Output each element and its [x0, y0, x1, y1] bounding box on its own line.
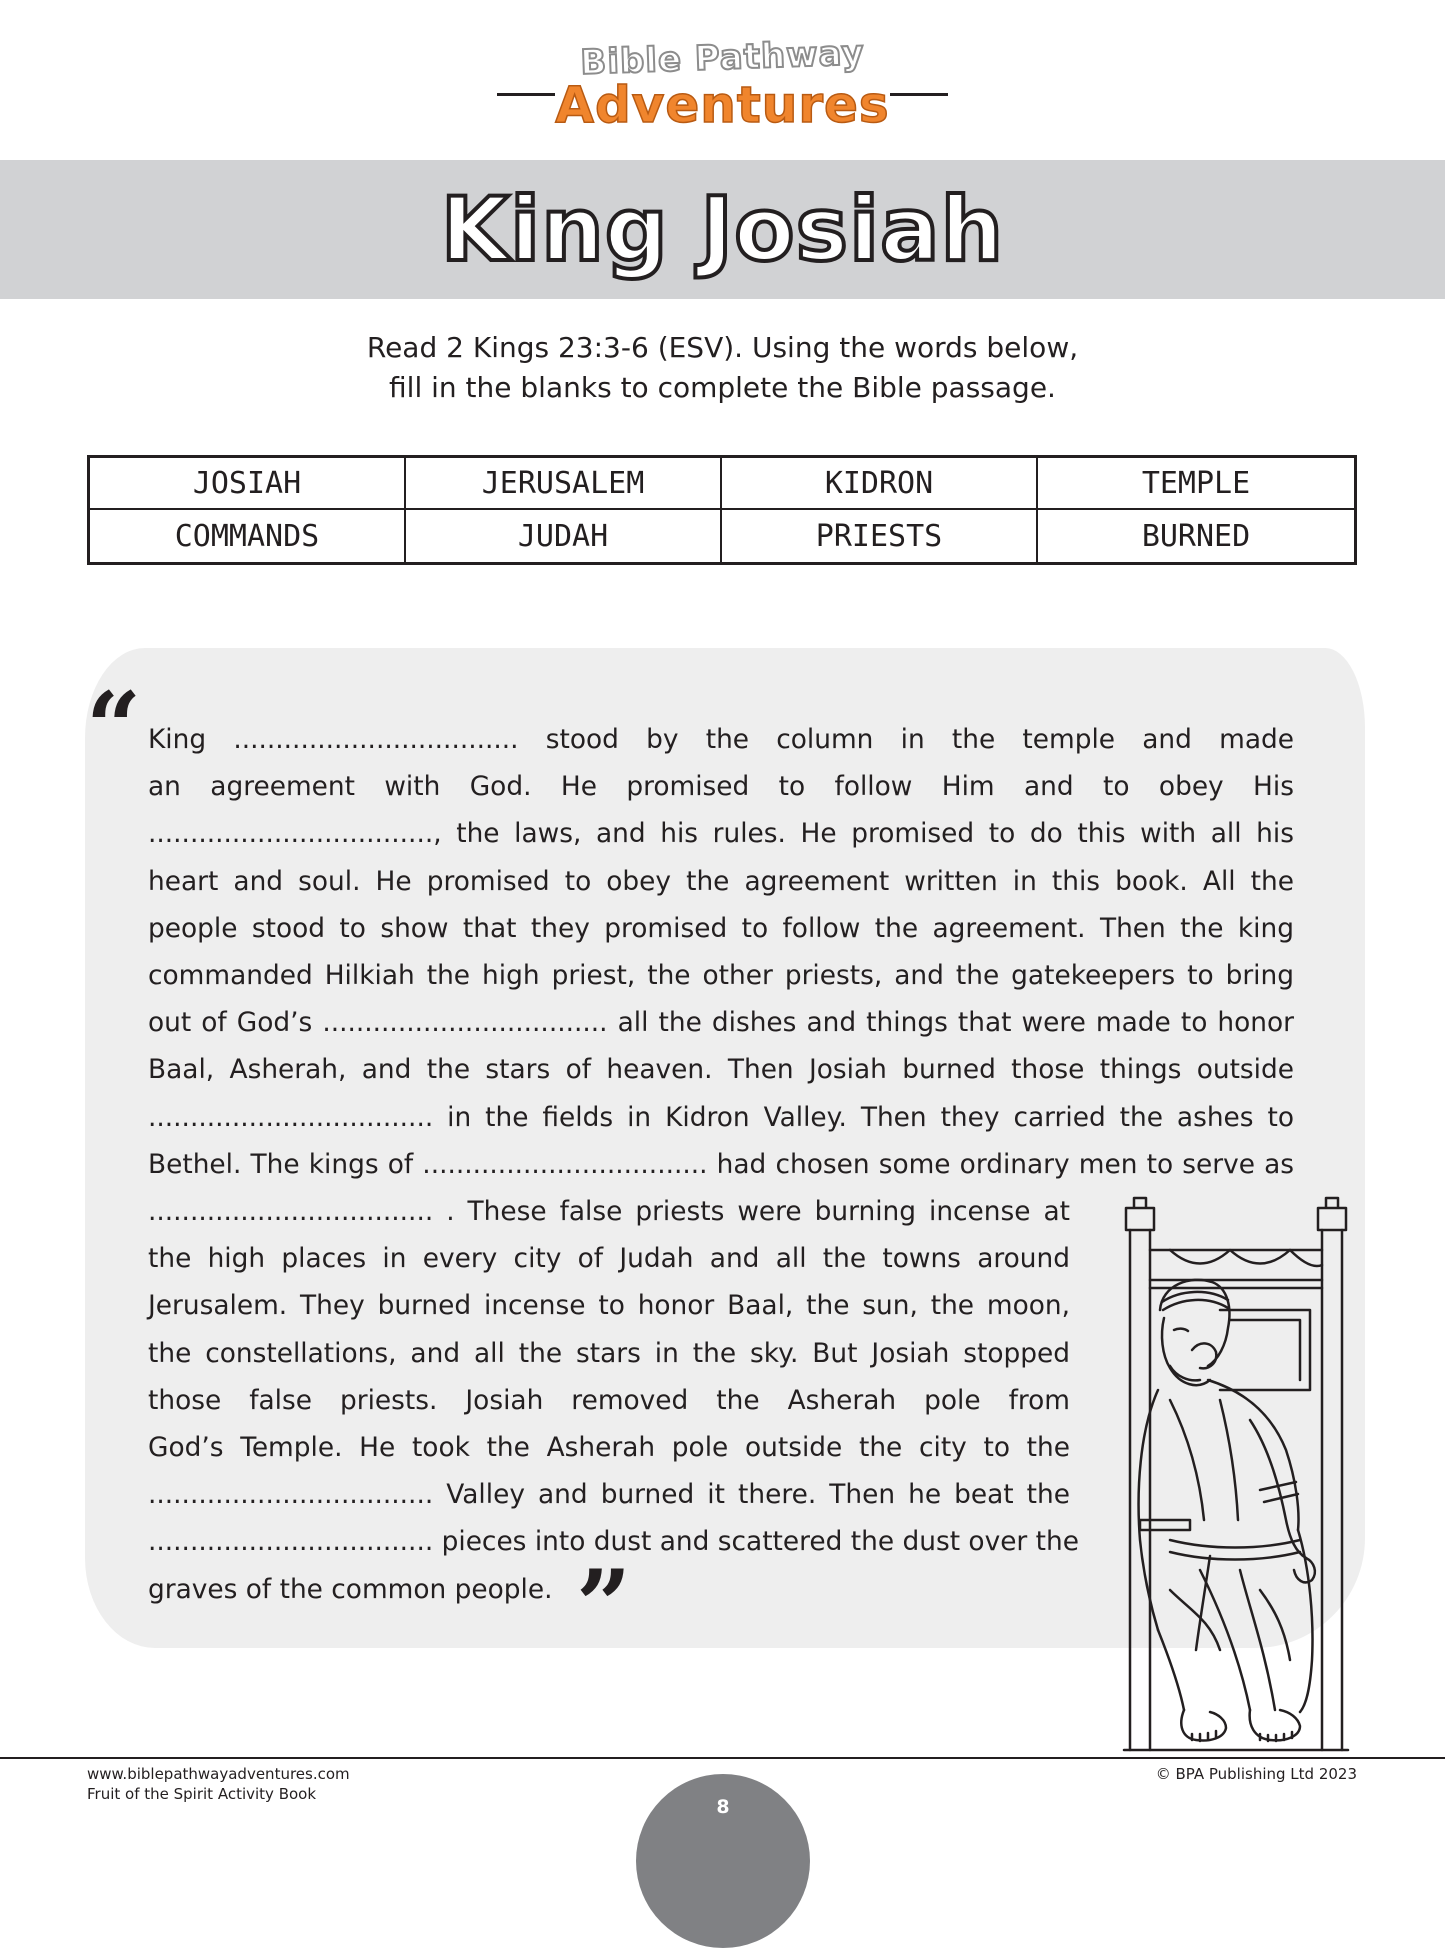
passage-line: heart and soul. He promised to obey the agreement written in this book. All the — [148, 865, 1294, 897]
logo-dash-right — [890, 93, 948, 96]
word-bank-cell: COMMANDS — [90, 510, 406, 562]
passage-line: an agreement with God. He promised to follow Him and to obey His — [148, 771, 1294, 803]
word-bank-cell: BURNED — [1141, 518, 1251, 554]
king-on-throne-illustration — [1100, 1190, 1350, 1760]
passage-line: Bethel. The kings of .................................. had chosen some ordinary men to serve as — [148, 1148, 1294, 1180]
word-bank-cell: JOSIAH — [90, 458, 406, 510]
passage-line: .................................. in the fields in Kidron Valley. Then they carried the ashes to — [148, 1101, 1294, 1133]
passage-line: commanded Hilkiah the high priest, the other priests, and the gatekeepers to bring — [148, 960, 1294, 992]
footer-book-title: Fruit of the Spirit Activity Book — [87, 1785, 317, 1803]
footer-website: www.biblepathwayadventures.com — [87, 1765, 350, 1783]
word-bank-cell: KIDRON — [722, 458, 1038, 510]
word-bank-cell: JERUSALEM — [406, 458, 722, 510]
instructions-line-2: fill in the blanks to complete the Bible passage. — [389, 371, 1056, 404]
passage-line: .................................., the laws, and his rules. He promised to do this with all his — [148, 818, 1294, 850]
title-band — [0, 160, 1445, 299]
footer-left — [87, 1764, 350, 1804]
word-bank-cell: PRIESTS — [722, 510, 1038, 562]
page-number: 8 — [716, 1796, 730, 1818]
passage-line: King .................................. stood by the column in the temple and made — [148, 724, 1294, 755]
close-quote-icon: ” — [576, 1549, 632, 1662]
word-bank-table — [87, 455, 1357, 565]
footer-copyright: © BPA Publishing Ltd 2023 — [1155, 1765, 1357, 1783]
passage-line: the constellations, and all the stars in the sky. But Josiah stopped — [148, 1337, 1070, 1369]
passage-line: the high places in every city of Judah and all the towns around — [148, 1243, 1070, 1275]
passage-line: those false priests. Josiah removed the Asherah pole from — [148, 1384, 1070, 1416]
passage-line: Baal, Asherah, and the stars of heaven. Then Josiah burned those things outside — [148, 1054, 1294, 1086]
passage-line: people stood to show that they promised to follow the agreement. Then the king — [148, 912, 1294, 944]
passage-line: God’s Temple. He took the Asherah pole outside the city to the — [148, 1432, 1070, 1464]
passage-line: out of God’s .................................. all the dishes and things that were made to honor — [148, 1007, 1294, 1039]
instructions — [0, 328, 1445, 408]
logo-text-top: Bible Pathway — [579, 33, 866, 83]
publisher-logo — [0, 30, 1445, 140]
open-quote-icon: “ — [86, 671, 142, 784]
passage-line: .................................. pieces into dust and scattered the dust over the — [148, 1526, 1079, 1558]
logo-text-bottom: Adventures — [555, 76, 890, 134]
passage-line: graves of the common people. — [148, 1573, 553, 1605]
passage-line: Jerusalem. They burned incense to honor Baal, the sun, the moon, — [148, 1290, 1070, 1322]
instructions-line-1: Read 2 Kings 23:3-6 (ESV). Using the words below, — [366, 331, 1079, 364]
word-bank-cell: JUDAH — [406, 510, 722, 562]
passage-line: .................................. Valley and burned it there. Then he beat the — [148, 1479, 1070, 1511]
page-title: King Josiah — [440, 178, 1005, 281]
word-bank-cell: TEMPLE — [1038, 458, 1354, 510]
passage-line: .................................. . These false priests were burning incense at — [148, 1196, 1070, 1228]
footer-divider — [0, 1757, 1445, 1759]
